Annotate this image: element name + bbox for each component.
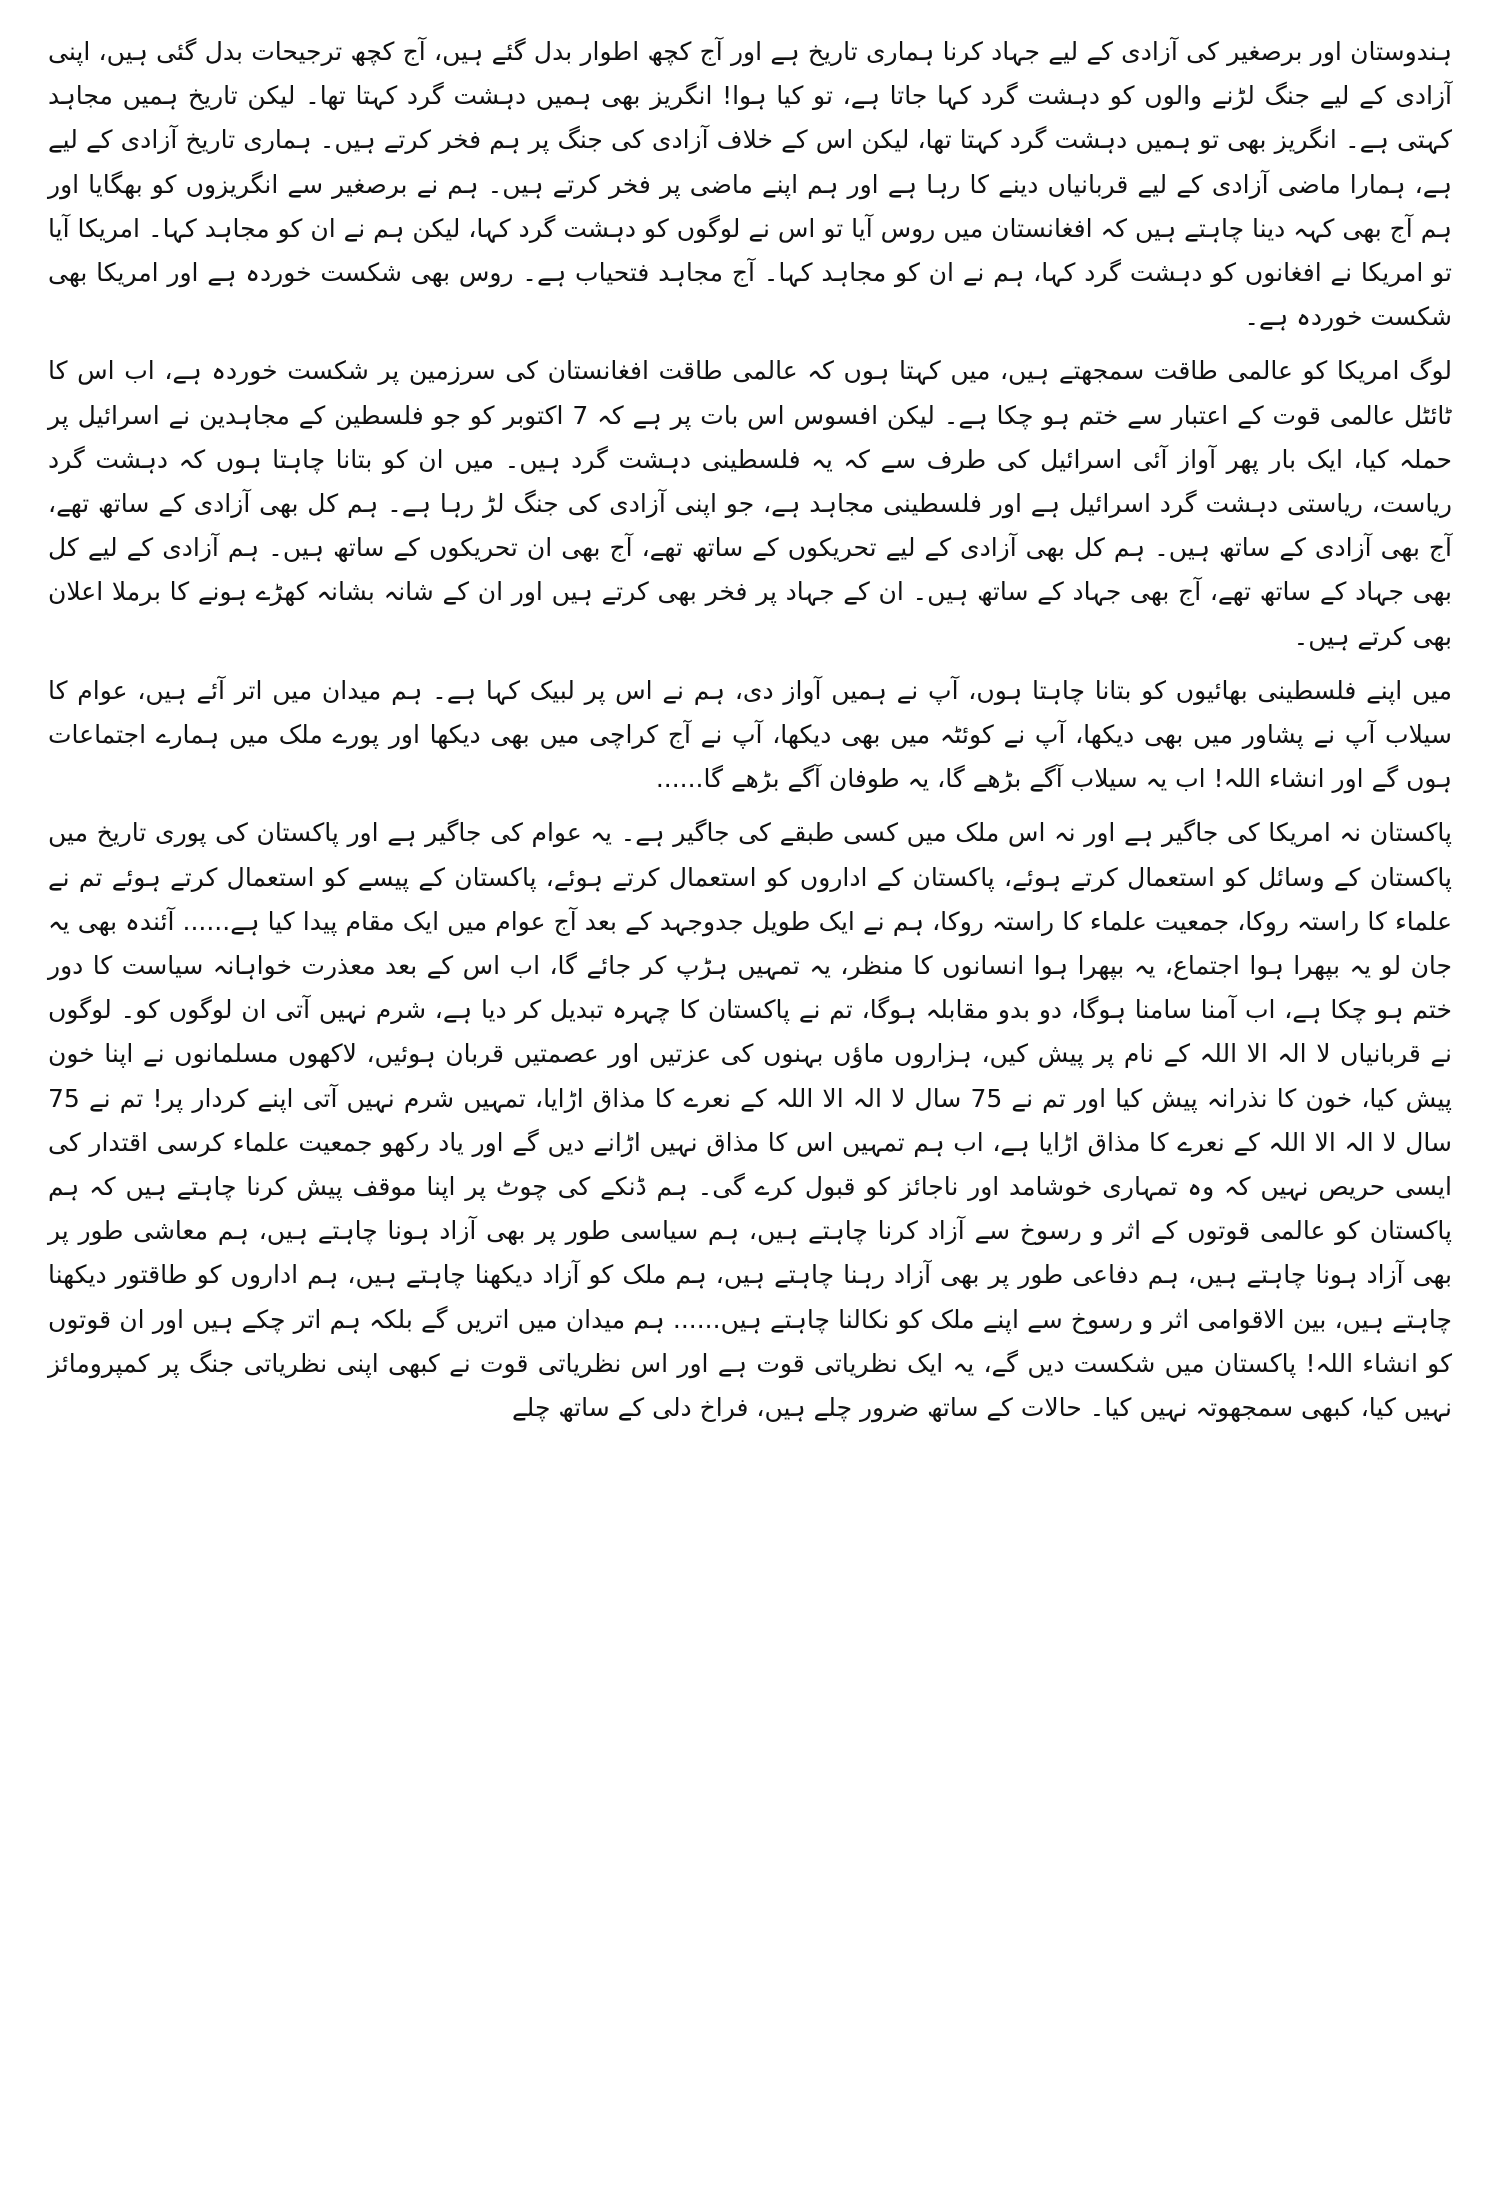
- paragraph-pakistan-sovereignty: پاکستان نہ امریکا کی جاگیر ہے اور نہ اس ملک میں کسی طبقے کی جاگیر ہے۔ یہ عوام کی جاگیر ہے اور پاکستان کی پوری تاریخ میں پاکستان کے وسائل کو استعمال کرتے ہوئے، پاکستان کے اداروں کو استعمال کرتے ہوئے، پاکستان کے پیسے کو استعمال کرتے ہوئے تم نے علماء کا راستہ روکا، جمعیت علماء کا راستہ روکا، ہم نے ایک طویل جدوجہد کے بعد آج عوام میں ایک مقام پیدا کیا ہے...... آئندہ بھی یہ جان لو یہ بپھرا ہوا اجتماع، یہ بپھرا ہوا انسانوں کا منظر، یہ تمہیں ہڑپ کر جائے گا، اب اس کے بعد معذرت خواہانہ سیاست کا دور ختم ہو چکا ہے، اب آمنا سامنا ہوگا، دو بدو مقابلہ ہوگا، تم نے پاکستان کا چہرہ تبدیل کر دیا ہے، شرم نہیں آتی ان لوگوں کو۔ لوگوں نے قربانیاں لا الہ الا اللہ کے نام پر پیش کیں، ہزاروں ماؤں بہنوں کی عزتیں اور عصمتیں قربان ہوئیں، لاکھوں مسلمانوں نے اپنا خون پیش کیا، خون کا نذرانہ پیش کیا اور تم نے 75 سال لا الہ الا اللہ کے نعرے کا مذاق اڑایا، تمہیں شرم نہیں آتی اپنے کردار پر! تم نے 75 سال لا الہ الا اللہ کے نعرے کا مذاق اڑایا ہے، اب ہم تمہیں اس کا مذاق نہیں اڑانے دیں گے اور یاد رکھو جمعیت علماء کرسی اقتدار کی ایسی حریص نہیں کہ وہ تمہاری خوشامد اور ناجائز کو قبول کرے گی۔ ہم ڈنکے کی چوٹ پر اپنا موقف پیش کرنا چاہتے ہیں کہ ہم پاکستان کو عالمی قوتوں کے اثر و رسوخ سے آزاد کرنا چاہتے ہیں، ہم سیاسی طور پر بھی آزاد ہونا چاہتے ہیں، ہم معاشی طور پر بھی آزاد ہونا چاہتے ہیں، ہم دفاعی طور پر بھی آزاد رہنا چاہتے ہیں، ہم ملک کو آزاد دیکھنا چاہتے ہیں، ہم اداروں کو طاقتور دیکھنا چاہتے ہیں، بین الاقوامی اثر و رسوخ سے اپنے ملک کو نکالنا چاہتے ہیں...... ہم میدان میں اتریں گے بلکہ ہم اتر چکے ہیں اور ان قوتوں کو انشاء اللہ! پاکستان میں شکست دیں گے، یہ ایک نظریاتی قوت ہے اور اس نظریاتی قوت نے کبھی اپنی نظریاتی جنگ پر کمپرومائز نہیں کیا، کبھی سمجھوتہ نہیں کیا۔ حالات کے ساتھ ضرور چلے ہیں، فراخ دلی کے ساتھ چلے: [48, 818, 1453, 1423]
- paragraph-freedom-history: ہندوستان اور برصغیر کی آزادی کے لیے جہاد کرنا ہماری تاریخ ہے اور آج کچھ اطوار بدل گئے ہیں، آج کچھ ترجیحات بدل گئی ہیں، اپنی آزادی کے لیے جنگ لڑنے والوں کو دہشت گرد کہا جاتا ہے، تو کیا ہوا! انگریز بھی ہمیں دہشت گرد کہتا تھا۔ لیکن تاریخ ہمیں مجاہد کہتی ہے۔ انگریز بھی تو ہمیں دہشت گرد کہتا تھا، لیکن اس کے خلاف آزادی کی جنگ پر ہم فخر کرتے ہیں۔ ہماری تاریخ آزادی کے لیے ہے، ہمارا ماضی آزادی کے لیے قربانیاں دینے کا رہا ہے اور ہم اپنے ماضی پر فخر کرتے ہیں۔ ہم نے برصغیر سے انگریزوں کو بھگایا اور ہم آج بھی کہہ دینا چاہتے ہیں کہ افغانستان میں روس آیا تو اس نے لوگوں کو دہشت گرد کہا، لیکن ہم نے ان کو مجاہد کہا۔ امریکا آیا تو امریکا نے افغانوں کو دہشت گرد کہا، ہم نے ان کو مجاہد کہا۔ آج مجاہد فتحیاب ہے۔ روس بھی شکست خوردہ ہے اور امریکا بھی شکست خوردہ ہے۔: [48, 37, 1452, 332]
- document-page: [48, 30, 1452, 2170]
- paragraph-message-to-palestinians: میں اپنے فلسطینی بھائیوں کو بتانا چاہتا ہوں، آپ نے ہمیں آواز دی، ہم نے اس پر لبیک کہا ہے۔ ہم میدان میں اتر آئے ہیں، عوام کا سیلاب آپ نے پشاور میں بھی دیکھا، آپ نے کوئٹہ میں بھی دیکھا، آپ نے آج کراچی میں بھی دیکھا اور پورے ملک میں ہمارے اجتماعات ہوں گے اور انشاء اللہ! اب یہ سیلاب آگے بڑھے گا، یہ طوفان آگے بڑھے گا......: [48, 675, 1452, 794]
- paragraph-palestine-struggle: لوگ امریکا کو عالمی طاقت سمجھتے ہیں، میں کہتا ہوں کہ عالمی طاقت افغانستان کی سرزمین پر شکست خوردہ ہے، اب اس کا ٹائٹل عالمی قوت کے اعتبار سے ختم ہو چکا ہے۔ لیکن افسوس اس بات پر ہے کہ 7 اکتوبر کو جو فلسطین کے مجاہدین نے اسرائیل پر حملہ کیا، ایک بار پھر آواز آئی اسرائیل کی طرف سے کہ یہ فلسطینی دہشت گرد ہیں۔ میں ان کو بتانا چاہتا ہوں کہ دہشت گرد ریاست، ریاستی دہشت گرد اسرائیل ہے اور فلسطینی مجاہد ہے، جو اپنی آزادی کی جنگ لڑ رہا ہے۔ ہم کل بھی آزادی کے ساتھ تھے، آج بھی آزادی کے ساتھ ہیں۔ ہم کل بھی آزادی کے لیے تحریکوں کے ساتھ تھے، آج بھی ان تحریکوں کے ساتھ ہیں۔ ہم آزادی کے لیے کل بھی جہاد کے ساتھ تھے، آج بھی جہاد کے ساتھ ہیں۔ ان کے جہاد پر فخر بھی کرتے ہیں اور ان کے شانہ بشانہ کھڑے ہونے کا برملا اعلان بھی کرتے ہیں۔: [48, 356, 1453, 651]
